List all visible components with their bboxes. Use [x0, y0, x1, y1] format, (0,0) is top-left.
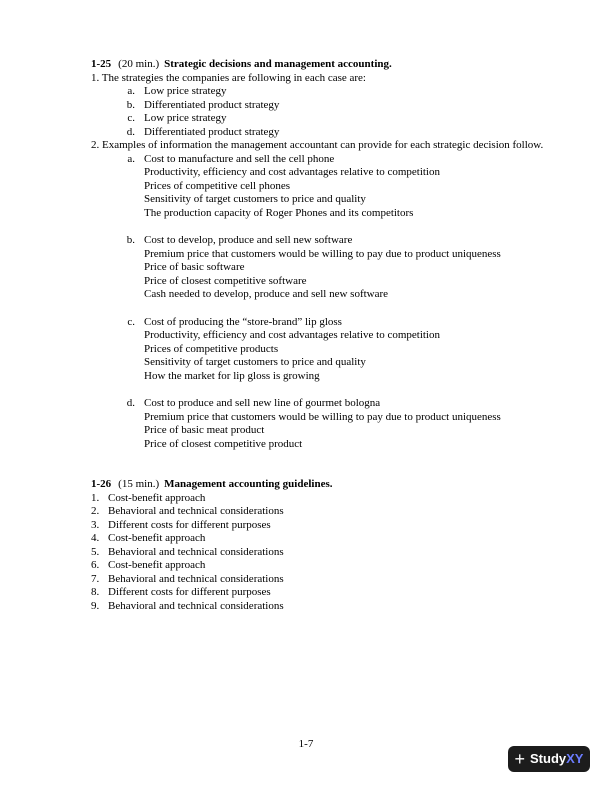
- info-line: Price of basic meat product: [144, 424, 265, 436]
- info-line: Premium price that customers would be willing to pay due to product uniqueness: [144, 247, 501, 260]
- list-item: 8. Different costs for different purposes: [91, 586, 271, 598]
- list-item: 5. Behavioral and technical considerations: [91, 545, 284, 558]
- plus-icon: +: [514, 749, 526, 769]
- info-line: Premium price that customers would be willing to pay due to product uniqueness: [144, 410, 501, 423]
- list-item: 2. Behavioral and technical considerations: [91, 505, 284, 517]
- info-block-b: b. Cost to develop, produce and sell new software Premium price that customers would be willing to pay due to product uniqueness Price of basic software Price of closest competitive software Cash needed to develop, produce and sell new software: [126, 234, 501, 300]
- info-line: How the market for lip gloss is growing: [144, 369, 320, 382]
- document-body: [91, 58, 571, 613]
- info-line: Sensitivity of target customers to price and quality: [144, 193, 366, 205]
- info-line: Sensitivity of target customers to price and quality: [144, 356, 366, 368]
- question-2-intro: 2. Examples of information the management accountant can provide for each strategic decision follow.: [91, 139, 544, 151]
- info-line: Prices of competitive cell phones: [144, 179, 291, 192]
- list-item: 6. Cost-benefit approach: [91, 559, 206, 571]
- info-line: Prices of competitive products: [144, 342, 279, 355]
- studyxy-badge[interactable]: [508, 746, 590, 772]
- problem-title: Management accounting guidelines.: [164, 478, 333, 490]
- question-1-intro: 1. The strategies the companies are following in each case are:: [91, 71, 366, 84]
- info-line: The production capacity of Roger Phones and its competitors: [144, 206, 414, 219]
- brand-name: StudyXY: [530, 751, 584, 767]
- guidelines-list: [91, 492, 571, 614]
- info-line: Cost to develop, produce and sell new software: [144, 234, 353, 246]
- list-item: c. Low price strategy: [127, 112, 227, 124]
- list-item: d. Differentiated product strategy: [126, 125, 280, 138]
- info-line: Price of basic software: [144, 261, 245, 273]
- page-number: 1-7: [298, 738, 314, 750]
- info-line: Cash needed to develop, produce and sell new software: [144, 288, 389, 300]
- problem-1-25-heading: [91, 58, 571, 72]
- list-item: 3. Different costs for different purposes: [91, 518, 271, 531]
- problem-1-26-heading: [91, 478, 571, 492]
- info-line: Productivity, efficiency and cost advantages relative to competition: [144, 166, 440, 178]
- info-line: Productivity, efficiency and cost advantages relative to competition: [144, 329, 440, 341]
- info-block-a: a. Cost to manufacture and sell the cell phone Productivity, efficiency and cost advantages relative to competition Prices of competitive cell phones Sensitivity of target customers to price and quality The production capacity of Roger Phones and its competitors: [127, 152, 440, 219]
- list-item: 9. Behavioral and technical considerations: [91, 599, 284, 612]
- list-item: 7. Behavioral and technical considerations: [91, 572, 284, 585]
- strategy-list: [91, 85, 571, 139]
- list-item: 1. Cost-benefit approach: [91, 491, 206, 504]
- problem-number: 1-26: [91, 478, 112, 490]
- info-line: Cost to manufacture and sell the cell phone: [144, 152, 335, 165]
- problem-time: (20 min.): [118, 58, 160, 70]
- info-line: Cost to produce and sell new line of gourmet bologna: [144, 397, 381, 409]
- problem-number: 1-25: [91, 58, 112, 70]
- info-block-c: c. Cost of producing the “store-brand” lip gloss Productivity, efficiency and cost advantages relative to competition Prices of competitive products Sensitivity of target customers to price and quality How the market for lip gloss is growing: [127, 315, 440, 382]
- info-line: Price of closest competitive product: [144, 437, 303, 450]
- list-item: 4. Cost-benefit approach: [91, 532, 206, 544]
- problem-title: Strategic decisions and management accounting.: [164, 58, 392, 70]
- info-line: Cost of producing the “store-brand” lip gloss: [144, 315, 342, 328]
- list-item: b. Differentiated product strategy: [126, 98, 280, 111]
- info-block-d: d. Cost to produce and sell new line of gourmet bologna Premium price that customers would be willing to pay due to product uniqueness Price of basic meat product Price of closest competitive product: [126, 397, 501, 450]
- list-item: a. Low price strategy: [127, 85, 227, 97]
- problem-time: (15 min.): [118, 478, 160, 490]
- info-line: Price of closest competitive software: [144, 274, 307, 287]
